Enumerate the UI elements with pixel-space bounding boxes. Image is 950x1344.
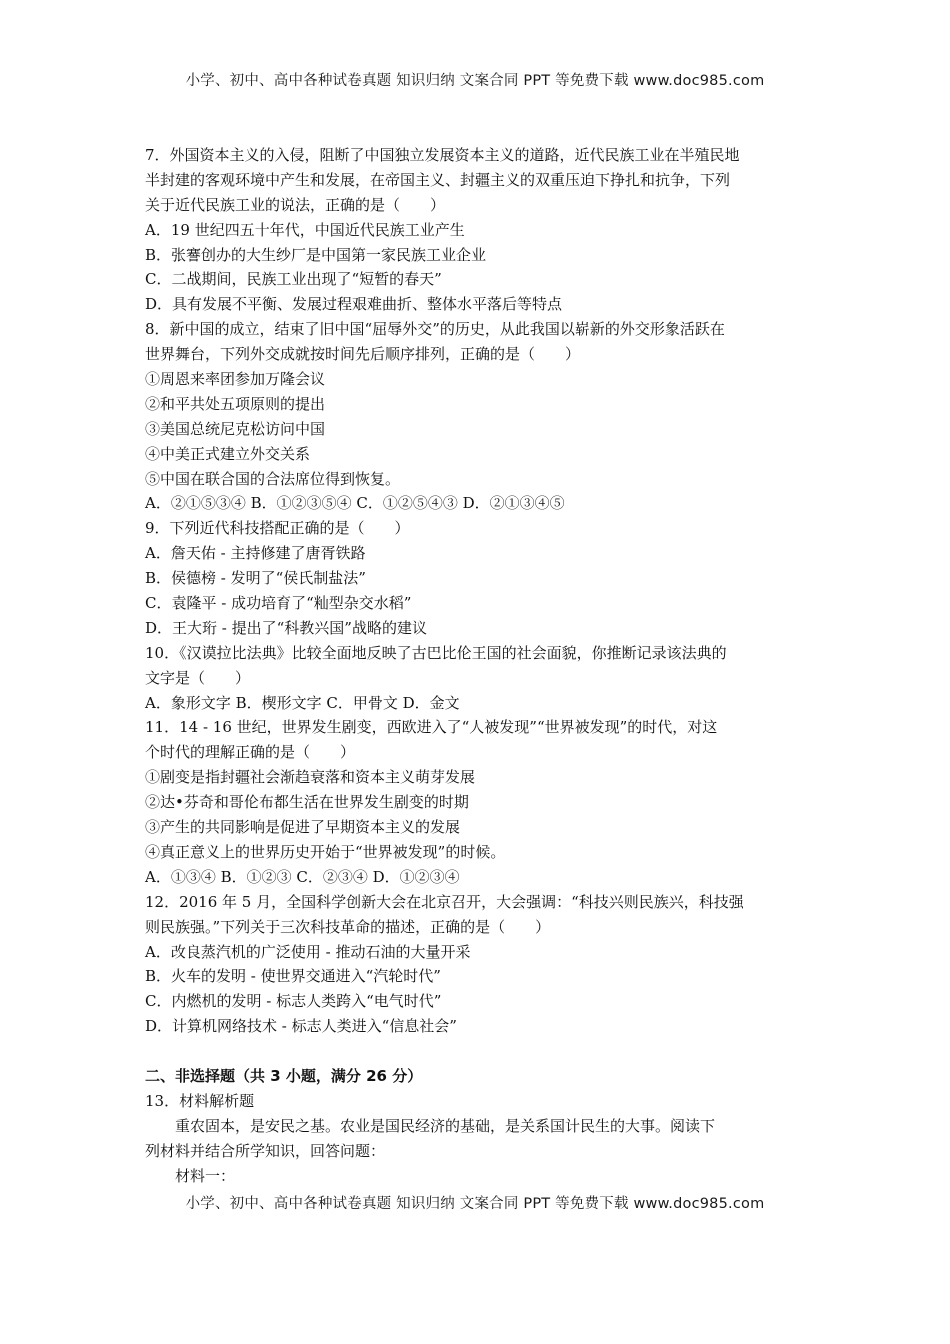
question-10 (145, 641, 815, 716)
option-c: C．二战期间，民族工业出现了“短暂的春天” (145, 270, 442, 289)
options-line: A．①③④ B．①②③ C．②③④ D．①②③④ (145, 867, 460, 886)
question-stem: 文字是（ ） (145, 668, 251, 687)
material-intro: 重农固本，是安民之基。农业是国民经济的基础，是关系国计民生的大事。阅读下 (175, 1116, 716, 1135)
statement-item: ③美国总统尼克松访问中国 (145, 419, 326, 438)
statement-item: ④中美正式建立外交关系 (145, 444, 311, 463)
question-7 (145, 143, 815, 317)
option-d: D．具有发展不平衡、发展过程艰难曲折、整体水平落后等特点 (145, 295, 563, 314)
option-a: A．詹天佑 - 主持修建了唐胥铁路 (145, 544, 366, 563)
statement-item: ①剧变是指封疆社会渐趋衰落和资本主义萌芽发展 (145, 768, 476, 787)
page-header-banner: 小学、初中、高中各种试卷真题 知识归纳 文案合同 PPT 等免费下载 www.doc985.com (185, 73, 765, 89)
option-b: B．张謇创办的大生纱厂是中国第一家民族工业企业 (145, 245, 487, 264)
option-b: B．火车的发明 - 使世界交通进入“汽轮时代” (145, 967, 441, 986)
question-stem: 个时代的理解正确的是（ ） (145, 743, 356, 762)
section-title: 二、非选择题（共 3 小题，满分 26 分） (145, 1066, 423, 1085)
material-label: 材料一： (175, 1166, 236, 1185)
question-stem: 9．下列近代科技搭配正确的是（ ） (145, 519, 410, 538)
options-line: A．象形文字 B．楔形文字 C．甲骨文 D．金文 (145, 693, 460, 712)
page-footer-banner: 小学、初中、高中各种试卷真题 知识归纳 文案合同 PPT 等免费下载 www.doc985.com (185, 1196, 765, 1212)
question-stem: 世界舞台，下列外交成就按时间先后顺序排列，正确的是（ ） (145, 345, 581, 364)
question-stem: 关于近代民族工业的说法，正确的是（ ） (145, 195, 446, 214)
section-gap (145, 1039, 815, 1064)
question-stem: 10．《汉谟拉比法典》比较全面地反映了古巴比伦王国的社会面貌，你推断记录该法典的 (145, 643, 727, 662)
option-a: A．19 世纪四五十年代，中国近代民族工业产生 (145, 220, 465, 239)
question-stem: 12．2016 年 5 月，全国科学创新大会在北京召开，大会强调：“科技兴则民族兴，科技强 (145, 892, 744, 911)
statement-item: ②和平共处五项原则的提出 (145, 394, 326, 413)
question-9 (145, 516, 815, 640)
question-11 (145, 715, 815, 889)
section-non-choice (145, 1064, 815, 1188)
question-stem: 11．14 - 16 世纪，世界发生剧变，西欧进入了“人被发现”“世界被发现”的时代，对这 (145, 718, 718, 737)
exam-content (145, 143, 815, 1188)
question-stem: 8．新中国的成立，结束了旧中国“屈辱外交”的历史，从此我国以崭新的外交形象活跃在 (145, 320, 725, 339)
statement-item: ①周恩来率团参加万隆会议 (145, 370, 326, 389)
option-a: A．改良蒸汽机的广泛使用 - 推动石油的大量开采 (145, 942, 471, 961)
option-d: D．王大珩 - 提出了“科教兴国”战略的建议 (145, 618, 427, 637)
option-b: B．侯德榜 - 发明了“侯氏制盐法” (145, 569, 366, 588)
question-8 (145, 317, 815, 516)
option-c: C．袁隆平 - 成功培育了“籼型杂交水稻” (145, 594, 412, 613)
material-intro: 列材料并结合所学知识，回答问题： (145, 1141, 386, 1160)
option-d: D．计算机网络技术 - 标志人类进入“信息社会” (145, 1017, 457, 1036)
question-13-title: 13．材料解析题 (145, 1091, 255, 1110)
statement-item: ④真正意义上的世界历史开始于“世界被发现”的时候。 (145, 842, 506, 861)
question-stem: 7．外国资本主义的入侵，阻断了中国独立发展资本主义的道路，近代民族工业在半殖民地 (145, 146, 740, 164)
options-line: A．②①⑤③④ B．①②③⑤④ C．①②⑤④③ D．②①③④⑤ (145, 494, 565, 513)
option-c: C．内燃机的发明 - 标志人类跨入“电气时代” (145, 992, 442, 1011)
statement-item: ②达•芬奇和哥伦布都生活在世界发生剧变的时期 (145, 793, 469, 812)
statement-item: ③产生的共同影响是促进了早期资本主义的发展 (145, 818, 461, 837)
statement-item: ⑤中国在联合国的合法席位得到恢复。 (145, 469, 401, 488)
question-12 (145, 890, 815, 1039)
question-stem: 半封建的客观环境中产生和发展，在帝国主义、封疆主义的双重压迫下挣扎和抗争，下列 (145, 170, 731, 189)
question-stem: 则民族强。”下列关于三次科技革命的描述，正确的是（ ） (145, 917, 551, 936)
